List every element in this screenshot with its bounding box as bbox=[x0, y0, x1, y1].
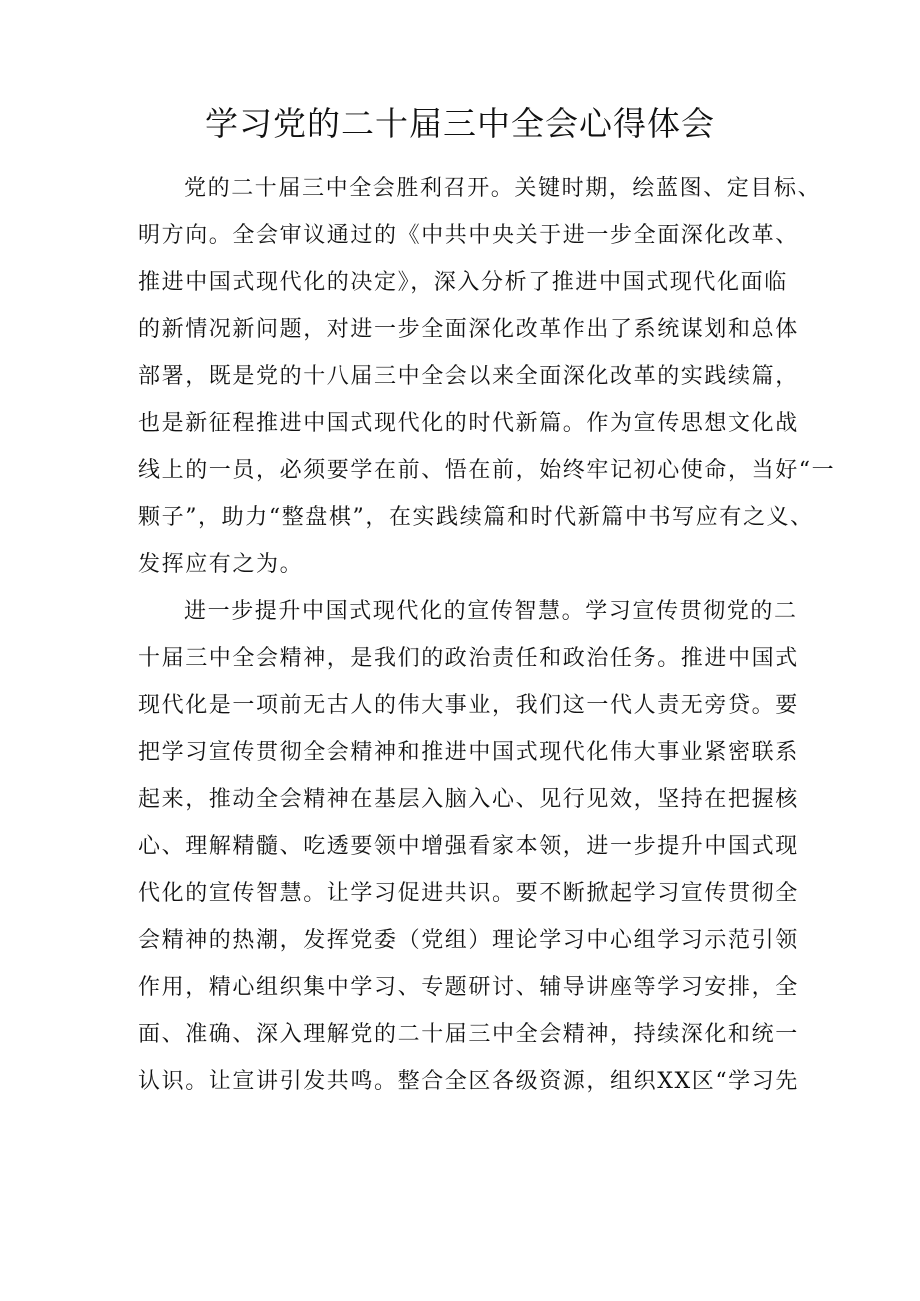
paragraph-line: 明方向。全会审议通过的《中共中央关于进一步全面深化改革、 bbox=[138, 223, 799, 248]
paragraph-line: 起来，推动全会精神在基层入脑入心、见行见效，坚持在把握核 bbox=[138, 787, 799, 812]
paragraph-line: 十届三中全会精神，是我们的政治责任和政治任务。推进中国式 bbox=[138, 646, 799, 671]
paragraph-line: 的新情况新问题，对进一步全面深化改革作出了系统谋划和总体 bbox=[138, 317, 799, 342]
paragraph-line: 党的二十届三中全会胜利召开。关键时期，绘蓝图、定目标、 bbox=[184, 176, 822, 201]
paragraph-line: 面、准确、深入理解党的二十届三中全会精神，持续深化和统一 bbox=[138, 1022, 799, 1047]
paragraph-line: 心、理解精髓、吃透要领中增强看家本领，进一步提升中国式现 bbox=[138, 834, 799, 859]
paragraph-line: 把学习宣传贯彻全会精神和推进中国式现代化伟大事业紧密联系 bbox=[138, 740, 799, 765]
paragraph-line: 认识。让宣讲引发共鸣。整合全区各级资源，组织XX区“学习先 bbox=[138, 1069, 799, 1094]
paragraph-line: 作用，精心组织集中学习、专题研讨、辅导讲座等学习安排，全 bbox=[138, 975, 799, 1000]
paragraph-line: 发挥应有之为。 bbox=[138, 552, 304, 577]
paragraph-line: 推进中国式现代化的决定》，深入分析了推进中国式现代化面临 bbox=[138, 270, 788, 295]
paragraph-line: 会精神的热潮，发挥党委（党组）理论学习中心组学习示范引领 bbox=[138, 928, 799, 953]
paragraph-line: 部署，既是党的十八届三中全会以来全面深化改革的实践续篇， bbox=[138, 364, 799, 389]
paragraph-line: 现代化是一项前无古人的伟大事业，我们这一代人责无旁贷。要 bbox=[138, 693, 799, 718]
paragraph-line: 颗子”，助力“整盘棋”，在实践续篇和时代新篇中书写应有之义、 bbox=[138, 505, 814, 530]
document-title: 学习党的二十届三中全会心得体会 bbox=[205, 104, 715, 143]
paragraph-line: 代化的宣传智慧。让学习促进共识。要不断掀起学习宣传贯彻全 bbox=[138, 881, 799, 906]
document-body bbox=[138, 165, 836, 1105]
paragraph-line: 进一步提升中国式现代化的宣传智慧。学习宣传贯彻党的二 bbox=[184, 599, 798, 624]
paragraph-line: 线上的一员，必须要学在前、悟在前，始终牢记初心使命，当好“一 bbox=[138, 458, 836, 483]
paragraph-line: 也是新征程推进中国式现代化的时代新篇。作为宣传思想文化战 bbox=[138, 411, 799, 436]
